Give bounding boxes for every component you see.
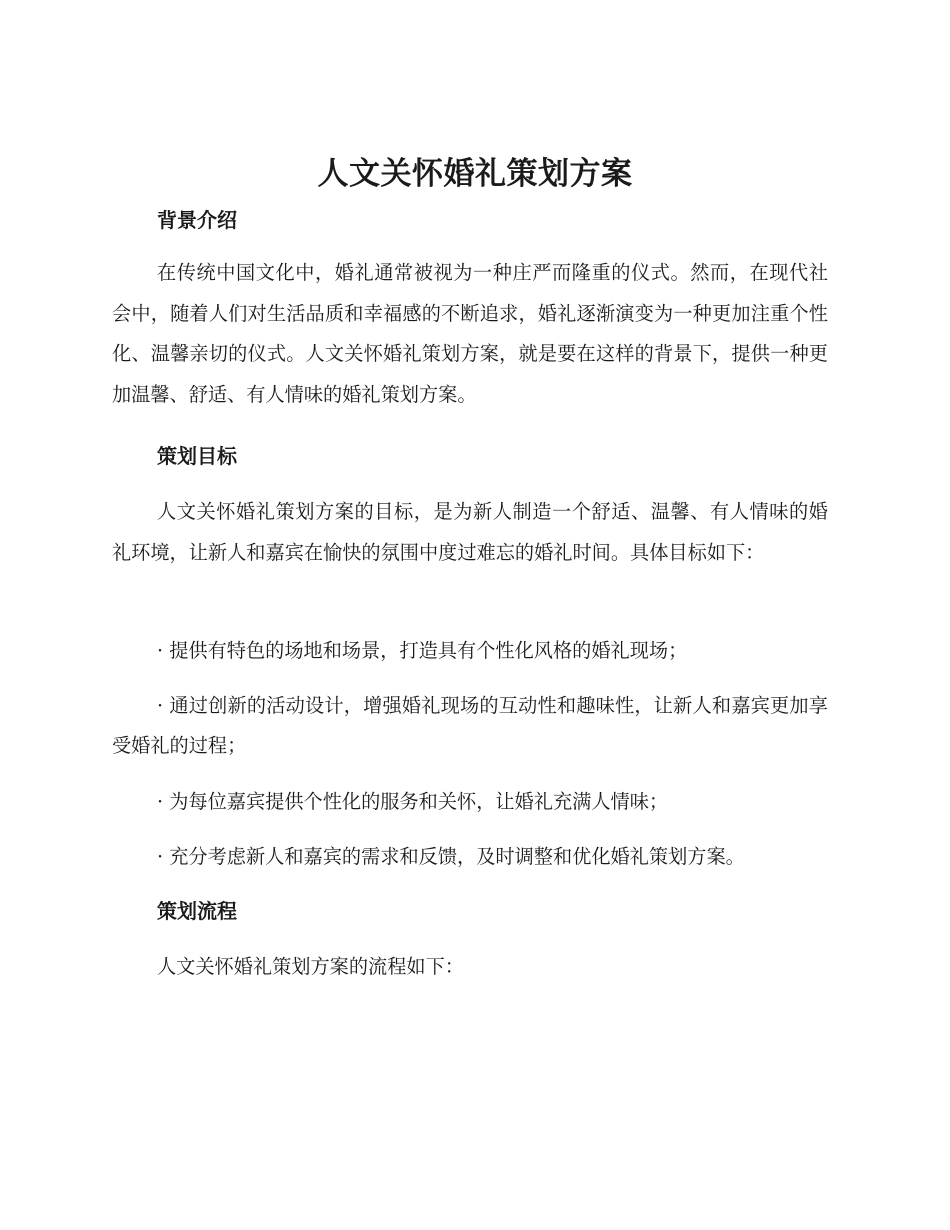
goal-bullet-3: · 为每位嘉宾提供个性化的服务和关怀，让婚礼充满人情味； <box>157 790 669 813</box>
goal-bullet-1: · 提供有特色的场地和场景，打造具有个性化风格的婚礼现场； <box>157 639 688 662</box>
section-heading-goals: 策划目标 <box>157 444 237 468</box>
paragraph-background: 在传统中国文化中，婚礼通常被视为一种庄严而隆重的仪式。然而，在现代社会中，随着人们对生活品质和幸福感的不断追求，婚礼逐渐演变为一种更加注重个性化、温馨亲切的仪式。人文关怀婚礼策划方案，就是要在这样的背景下，提供一种更加温馨、舒适、有人情味的婚礼策划方案。 <box>112 261 828 406</box>
goal-bullet-2: · 通过创新的活动设计，增强婚礼现场的互动性和趣味性，让新人和嘉宾更加享受婚礼的过程； <box>112 694 828 757</box>
section-heading-process: 策划流程 <box>157 899 237 923</box>
goal-bullet-4: · 充分考虑新人和嘉宾的需求和反馈，及时调整和优化婚礼策划方案。 <box>157 845 745 868</box>
paragraph-goals: 人文关怀婚礼策划方案的目标，是为新人制造一个舒适、温馨、有人情味的婚礼环境，让新人和嘉宾在愉快的氛围中度过难忘的婚礼时间。具体目标如下： <box>112 500 828 564</box>
paragraph-process: 人文关怀婚礼策划方案的流程如下： <box>157 955 464 978</box>
document-title: 人文关怀婚礼策划方案 <box>317 156 633 192</box>
section-heading-background: 背景介绍 <box>157 208 237 232</box>
